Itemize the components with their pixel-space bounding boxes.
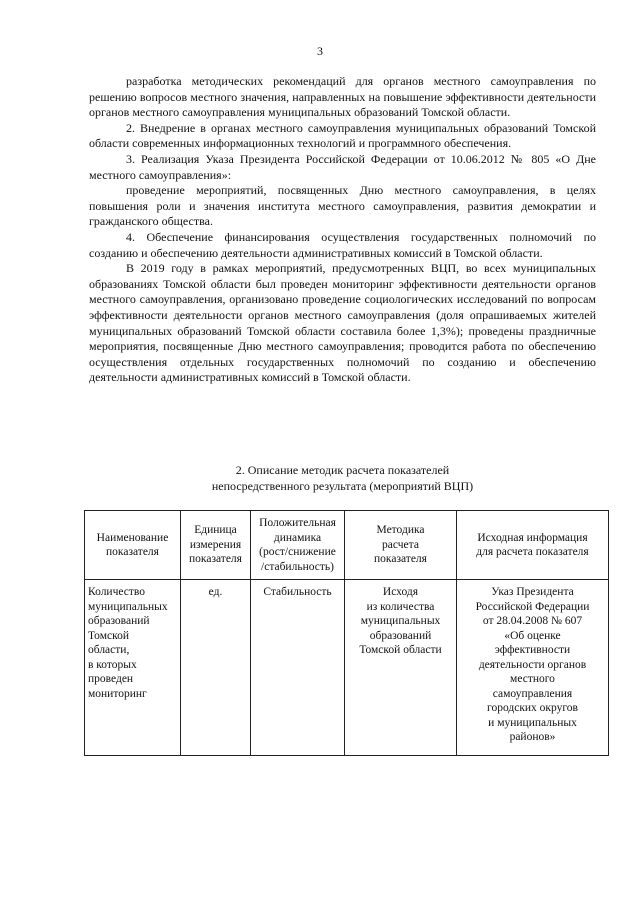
paragraph: В 2019 году в рамках мероприятий, предусмотренных ВЦП, во всех муниципальных образованиях Томской области был проведен мониторинг эффективности деятельности органов местного самоуправления, организовано проведение социологических исследований по вопросам эффективности деятельности органов местного самоуправления (доля опрашиваемых жителей муниципальных образований Томской области составила более 1,3%); проведены праздничные мероприятия, посвященные Дню местного самоуправления; проводится работа по обеспечению осуществления отдельных государственных полномочий по созданию и обеспечению деятельности административных комиссий в Томской области. <box>89 261 596 385</box>
header-source: Исходная информация для расчета показателя <box>457 511 609 580</box>
paragraph: 3. Реализация Указа Президента Российской Федерации от 10.06.2012 № 805 «О Дне местного самоуправления»: <box>89 151 596 182</box>
paragraph: 4. Обеспечение финансирования осуществления государственных полномочий по созданию и обеспечению деятельности административных комиссий в Томской области. <box>89 229 596 260</box>
cell-unit: ед. <box>181 580 251 756</box>
paragraph: проведение мероприятий, посвященных Дню местного самоуправления, в целях повышения роли и значения института местного самоуправления, развития демократии и гражданского общества. <box>89 183 596 229</box>
page-number: 3 <box>317 44 323 58</box>
header-unit: Единица измерения показателя <box>181 511 251 580</box>
table-row <box>85 580 609 756</box>
table-header-row <box>85 511 609 580</box>
body-text <box>89 74 596 386</box>
header-method: Методика расчета показателя <box>345 511 457 580</box>
cell-dynamics: Стабильность <box>251 580 345 756</box>
cell-indicator-name: Количество муниципальных образований Томской области, в которых проведен мониторинг <box>85 580 181 756</box>
paragraph: разработка методических рекомендаций для органов местного самоуправления по решению вопросов местного значения, направленных на повышение эффективности деятельности органов местного самоуправления муниципальных образований Томской области. <box>89 74 596 120</box>
indicators-table <box>84 510 609 756</box>
header-indicator-name: Наименование показателя <box>85 511 181 580</box>
header-dynamics: Положительная динамика (рост/снижение /стабильность) <box>251 511 345 580</box>
cell-method: Исходя из количества муниципальных образований Томской области <box>345 580 457 756</box>
paragraph: 2. Внедрение в органах местного самоуправления муниципальных образований Томской области современных информационных технологий и программного обеспечения. <box>89 120 596 151</box>
section-heading: 2. Описание методик расчета показателей непосредственного результата (мероприятий ВЦП) <box>211 463 474 493</box>
cell-source: Указ Президента Российской Федерации от 28.04.2008 № 607 «Об оценке эффективности деятельности органов местного самоуправления городских округов и муниципальных районов» <box>457 580 609 756</box>
